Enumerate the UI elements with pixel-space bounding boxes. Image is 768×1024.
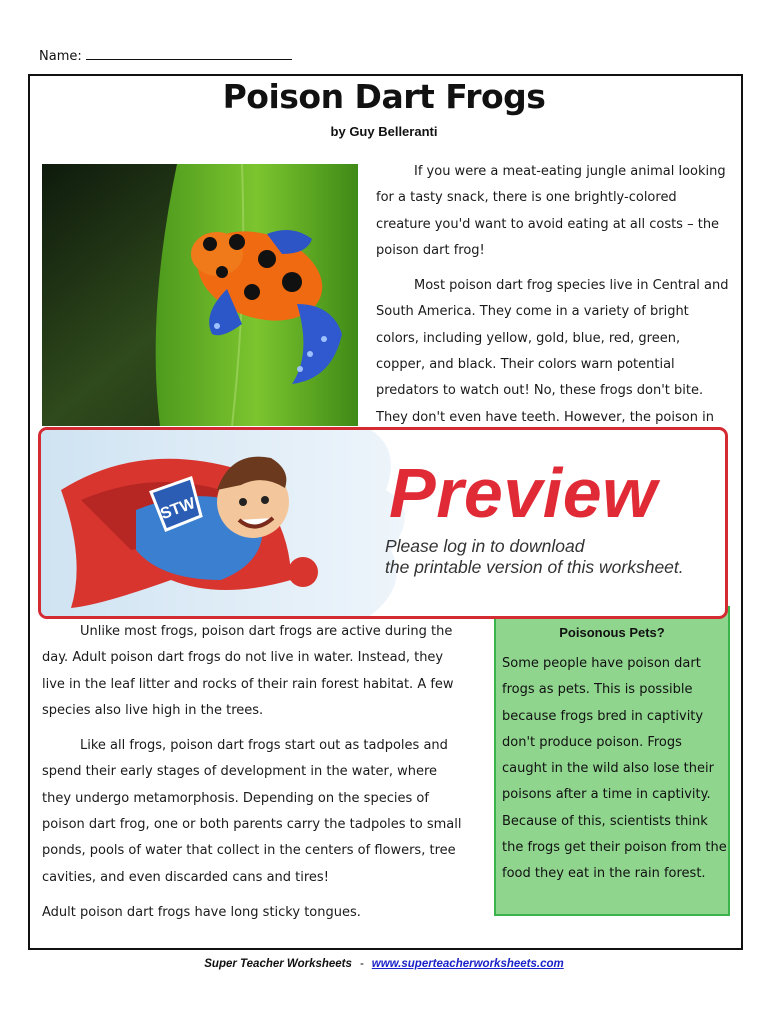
mascot-badge-text: STW: [158, 494, 198, 524]
name-label: Name:: [39, 49, 82, 64]
footer-url-link[interactable]: www.superteacherworksheets.com: [371, 958, 564, 970]
sidebar-text: Some people have poison dart frogs as pets. This is possible because frogs bred in captivity don't produce poison. Frogs caught in the wild also lose their poisons after a time in captivity. Because of this, scientists think the frogs get their poison from the food they eat in the rain forest.: [502, 656, 727, 882]
name-blank-line: [86, 48, 292, 60]
article-title: Poison Dart Frogs: [222, 77, 546, 116]
intro-column: [376, 159, 732, 431]
paragraph-tadpoles: Like all frogs, poison dart frogs start out as tadpoles and spend their early stages of development in the water, where they undergo metamorphosis. Depending on the species of poison dart frog, one or both parents carry the tadpoles to small ponds, pools of water that collect in the centers of flowers, tree cavities, and even discarded cans and tires!: [42, 738, 462, 885]
name-field: [39, 48, 292, 64]
footer-separator: -: [359, 958, 364, 970]
preview-banner[interactable]: [38, 427, 728, 619]
preview-title: Preview: [389, 454, 658, 532]
preview-line-1: Please log in to download: [385, 536, 585, 556]
preview-line-2: the printable version of this worksheet.: [385, 557, 684, 577]
body-column: [42, 619, 467, 926]
preview-login-message[interactable]: [385, 536, 684, 578]
sidebar-title: Poisonous Pets?: [559, 625, 665, 640]
paragraph-activity: Unlike most frogs, poison dart frogs are active during the day. Adult poison dart frogs do not live in water. Instead, they live in the leaf litter and rocks of their rain forest habitat. A few species also live high in the trees.: [42, 624, 454, 718]
paragraph-intro: If you were a meat-eating jungle animal looking for a tasty snack, there is one brightly-colored creature you'd want to avoid eating at all costs – the poison dart frog!: [376, 164, 726, 258]
footer: [0, 958, 768, 970]
article-byline: by Guy Belleranti: [330, 124, 438, 139]
footer-publisher: Super Teacher Worksheets: [204, 958, 352, 970]
paragraph-tongues: Adult poison dart frogs have long sticky tongues.: [42, 904, 361, 920]
paragraph-habitat-colors: Most poison dart frog species live in Central and South America. They come in a variety of bright colors, including yellow, gold, blue, red, green, copper, and black. Their colors warn potential predators to watch out! No, these frogs don't bite. They don't even have teeth. However, the poison in: [376, 278, 729, 425]
frog-photo: [42, 164, 358, 426]
sidebar-box: [494, 606, 730, 916]
